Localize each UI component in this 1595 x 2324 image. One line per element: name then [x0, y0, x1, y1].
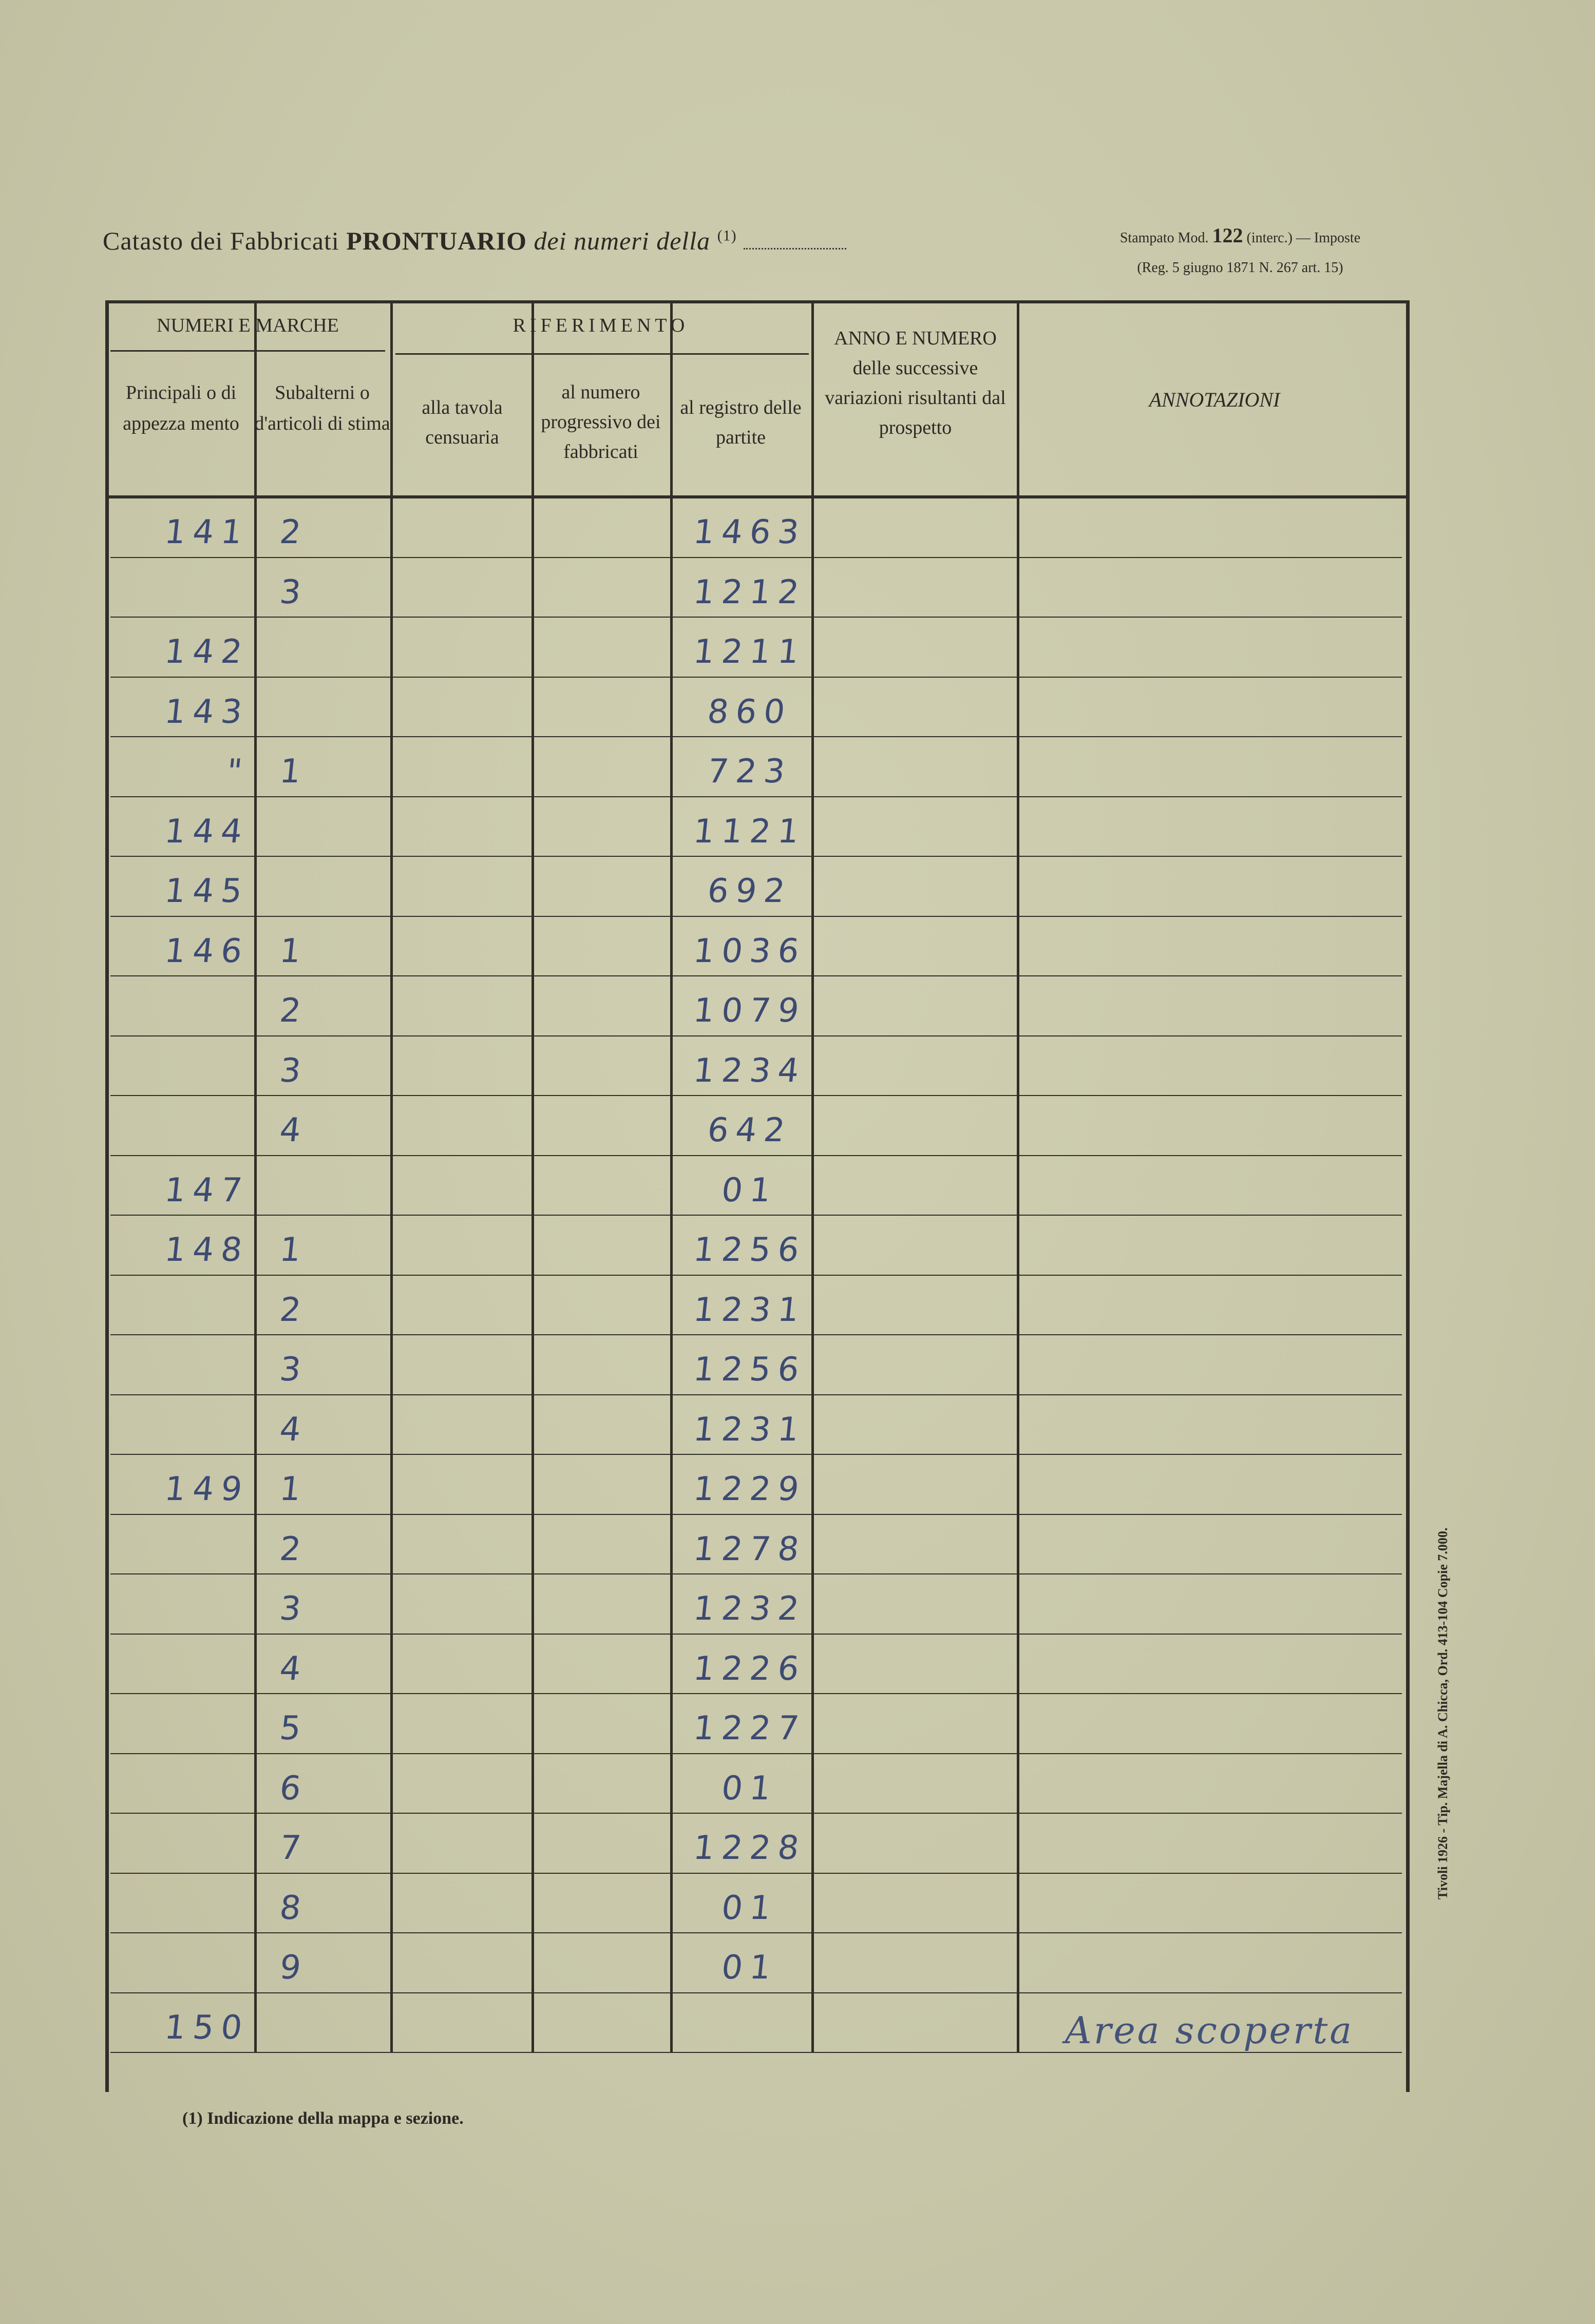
cell-principale: 144	[162, 812, 251, 851]
cell-subalterno: 9	[278, 1949, 310, 1987]
table-row	[105, 1933, 1412, 1993]
cell-principale: 150	[162, 2008, 251, 2047]
cell-principale: 142	[162, 633, 251, 671]
column-registro: al registro delle partite	[680, 397, 802, 448]
cell-partita: 01	[719, 1889, 780, 1927]
stamp-line1-a: Stampato Mod.	[1119, 230, 1209, 246]
cell-subalterno: 2	[278, 992, 310, 1030]
column-numero: al numero progressivo dei fabbricati	[541, 381, 661, 463]
cell-principale: "	[224, 753, 251, 791]
table-row	[105, 1036, 1412, 1097]
table-row	[105, 1156, 1412, 1216]
cell-partita: 642	[706, 1111, 794, 1149]
cell-annotazione: Area scoperta	[1065, 2008, 1354, 2052]
cell-subalterno: 1	[278, 753, 310, 791]
title-part1: Catasto dei Fabbricati	[103, 226, 339, 255]
cell-partita: 1121	[691, 812, 808, 851]
cell-subalterno: 2	[278, 1291, 310, 1329]
cell-partita: 1228	[691, 1829, 808, 1867]
table-row	[105, 558, 1412, 618]
table-row	[105, 498, 1412, 558]
table-row	[105, 1635, 1412, 1695]
register-table	[105, 293, 1412, 2100]
cell-principale: 146	[162, 932, 251, 970]
table-row	[105, 1694, 1412, 1754]
printer-imprint: Tivoli 1926 - Tip. Majella di A. Chicca, Ord. 413-104 Copie 7.000.	[1435, 1527, 1450, 1899]
cell-principale: 148	[162, 1231, 251, 1269]
group2-underline	[395, 353, 809, 355]
cell-subalterno: 4	[278, 1649, 310, 1688]
cell-subalterno: 2	[278, 513, 310, 551]
cell-partita: 1231	[691, 1291, 808, 1329]
table-row	[105, 1754, 1412, 1814]
cell-partita: 1036	[691, 932, 808, 970]
table-row	[105, 618, 1412, 678]
table-row	[105, 976, 1412, 1036]
title-part3: dei numeri della	[534, 226, 711, 255]
table-row	[105, 797, 1412, 857]
page-title	[103, 226, 846, 256]
cell-partita: 1212	[691, 573, 808, 611]
cell-subalterno: 8	[278, 1889, 310, 1927]
cell-partita: 692	[706, 872, 794, 910]
cell-subalterno: 3	[278, 573, 310, 611]
table-top-rule	[105, 300, 1410, 303]
cell-partita: 1234	[691, 1051, 808, 1090]
table-row	[105, 678, 1412, 738]
table-row	[105, 1515, 1412, 1575]
cell-subalterno: 3	[278, 1590, 310, 1628]
table-row	[105, 917, 1412, 977]
table-row	[105, 857, 1412, 917]
table-row	[105, 1096, 1412, 1156]
table-row	[105, 1814, 1412, 1874]
stamp-line1-b: (interc.) — Imposte	[1246, 230, 1361, 246]
cell-partita: 01	[719, 1171, 780, 1209]
cell-subalterno: 5	[278, 1710, 310, 1747]
cell-partita: 1079	[691, 992, 808, 1030]
cell-subalterno: 1	[278, 932, 310, 970]
cell-principale: 145	[162, 872, 251, 910]
cell-partita: 860	[706, 693, 794, 731]
cell-subalterno: 4	[278, 1410, 310, 1449]
group1-underline	[110, 350, 385, 352]
cell-partita: 1211	[691, 633, 808, 671]
column-tavola: alla tavola censuaria	[422, 397, 503, 448]
column-principali: Principali o di appezza mento	[123, 382, 239, 434]
title-footnote-marker: (1)	[717, 227, 737, 244]
title-part2: PRONTUARIO	[346, 226, 527, 255]
cell-partita: 1227	[691, 1710, 808, 1747]
group2-header: RIFERIMENTO	[512, 315, 689, 336]
body-top-rule	[105, 496, 1410, 497]
column-annotazioni: ANNOTAZIONI	[1149, 388, 1280, 411]
cell-subalterno: 1	[278, 1470, 310, 1508]
cell-partita: 01	[719, 1949, 780, 1987]
cell-principale: 147	[162, 1171, 251, 1209]
cell-partita: 1231	[691, 1410, 808, 1449]
cell-principale: 143	[162, 693, 251, 731]
cell-partita: 01	[719, 1769, 780, 1808]
cell-partita: 1256	[691, 1231, 808, 1269]
cell-partita: 1232	[691, 1590, 808, 1628]
cell-subalterno: 3	[278, 1051, 310, 1090]
table-row	[105, 1993, 1412, 2053]
cell-subalterno: 4	[278, 1111, 310, 1149]
table-row	[105, 1276, 1412, 1336]
cell-subalterno: 6	[278, 1769, 310, 1808]
table-row	[105, 1455, 1412, 1515]
footnote: (1) Indicazione della mappa e sezione.	[182, 2109, 464, 2128]
column-anno: ANNO E NUMERO delle successive variazioni risultanti dal prospetto	[825, 328, 1006, 438]
cell-subalterno: 1	[278, 1231, 310, 1269]
stamp-line2: (Reg. 5 giugno 1871 N. 267 art. 15)	[1137, 260, 1343, 276]
cell-partita: 1226	[691, 1649, 808, 1688]
cell-partita: 723	[706, 753, 794, 791]
table-row	[105, 1874, 1412, 1934]
column-subalterni: Subalterni o d'articoli di stima	[254, 382, 390, 434]
table-row	[105, 737, 1412, 797]
cell-partita: 1229	[691, 1470, 808, 1508]
cell-subalterno: 2	[278, 1530, 310, 1568]
model-stamp	[1086, 221, 1394, 283]
cell-principale: 141	[162, 513, 251, 551]
cell-principale: 149	[162, 1470, 251, 1508]
cell-subalterno: 7	[278, 1829, 310, 1867]
stamp-model: 122	[1212, 224, 1243, 247]
table-row	[105, 1335, 1412, 1395]
cell-partita: 1256	[691, 1351, 808, 1389]
table-row	[105, 1574, 1412, 1635]
title-blank-line	[744, 248, 846, 249]
table-row	[105, 1395, 1412, 1455]
cell-partita: 1278	[691, 1530, 808, 1568]
cell-partita: 1463	[691, 513, 808, 551]
cell-subalterno: 3	[278, 1351, 310, 1389]
table-row	[105, 1216, 1412, 1276]
group1-header: NUMERI E MARCHE	[157, 315, 339, 336]
